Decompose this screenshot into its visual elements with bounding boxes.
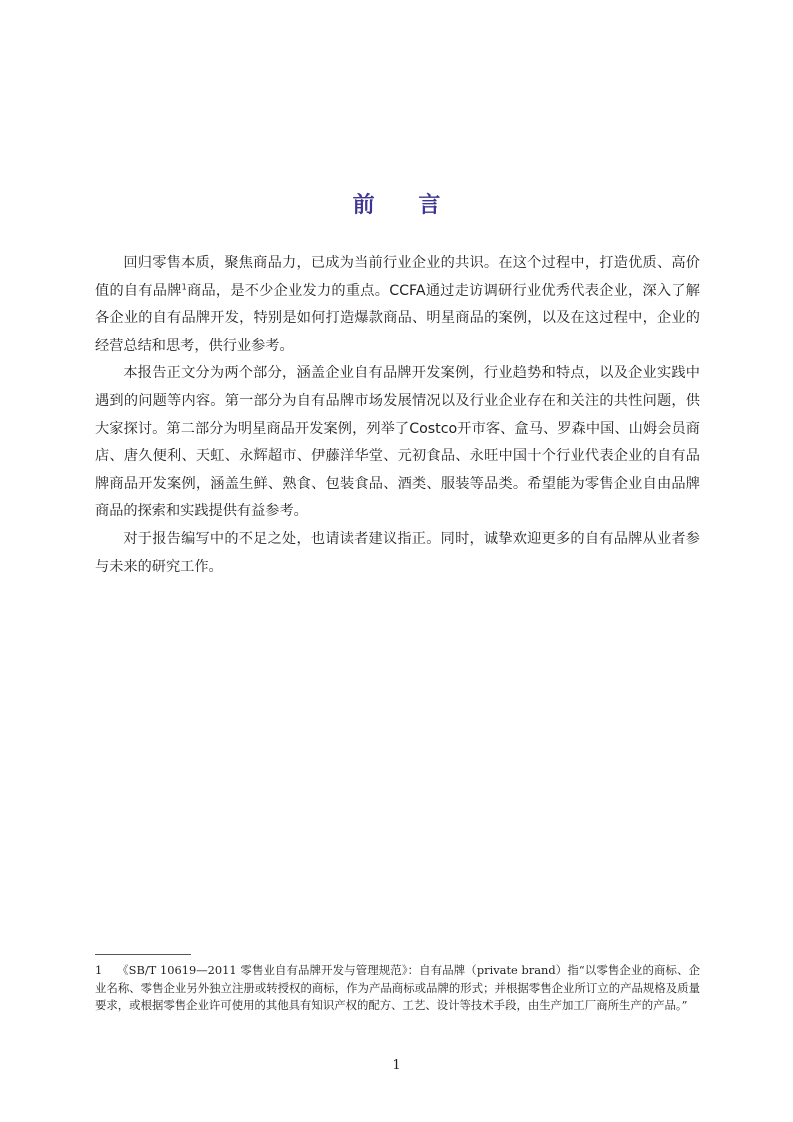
footnote-text: 《SB/T 10619—2011 零售业自有品牌开发与管理规范》：自有品牌（private brand）指“以零售企业的商标、企业名称、零售企业另外独立注册或转授权的商标，作为产品商标或品牌的形式；并根据零售企业所订立的产品规格及质量要求，或根据零售企业许可使用的其他具有知识产权的配方、工艺、设计等技术手段，由生产加工厂商所生产的产品。” — [95, 963, 700, 1013]
body-text — [95, 250, 700, 581]
footnote — [95, 962, 700, 1015]
page-number: 1 — [392, 1058, 401, 1073]
paragraph-3: 对于报告编写中的不足之处，也请读者建议指正。同时，诚挚欢迎更多的自有品牌从业者参与未来的研究工作。 — [95, 530, 700, 575]
paragraph-1 — [95, 250, 700, 360]
footnote-number: 1 — [95, 963, 103, 977]
paragraph-1-part-a: 回归零售本质，聚焦商品力，已成为当前行业企业的共识。在这个过程中，打造优质、高价值的自有品牌 — [95, 255, 700, 299]
footnote-reference[interactable]: 1 — [181, 281, 187, 291]
footnote-divider — [95, 954, 191, 955]
paragraph-1-part-b: 商品，是不少企业发力的重点。CCFA通过走访调研行业优秀代表企业，深入了解各企业的自有品牌开发，特别是如何打造爆款商品、明星商品的案例，以及在这过程中，企业的经营总结和思考，供行业参考。 — [95, 282, 700, 354]
page-title: 前 言 — [352, 193, 459, 218]
paragraph-2: 本报告正文分为两个部分，涵盖企业自有品牌开发案例，行业趋势和特点，以及企业实践中遇到的问题等内容。第一部分为自有品牌市场发展情况以及行业企业存在和关注的共性问题，供大家探讨。第二部分为明星商品开发案例，列举了Costco开市客、盒马、罗森中国、山姆会员商店、唐久便利、天虹、永辉超市、伊藤洋华堂、元初食品、永旺中国十个行业代表企业的自有品牌商品开发案例，涵盖生鲜、熟食、包装食品、酒类、服装等品类。希望能为零售企业自由品牌商品的探索和实践提供有益参考。 — [95, 365, 700, 520]
